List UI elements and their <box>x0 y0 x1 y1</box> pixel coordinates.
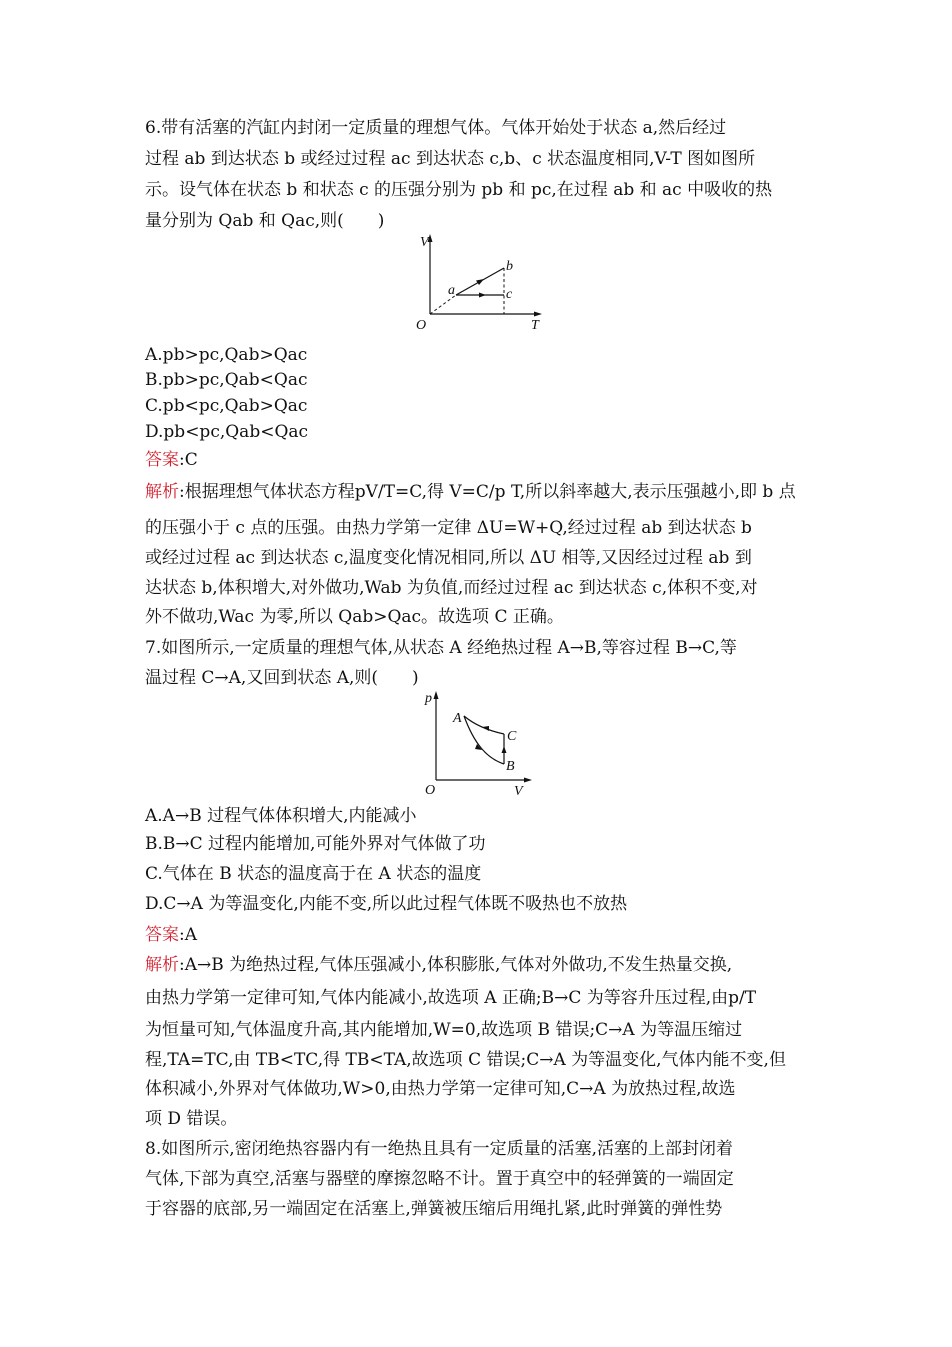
q6-answer-label: 答案 <box>145 450 179 470</box>
q7-line-1: 7.如图所示,一定质量的理想气体,从状态 A 经绝热过程 A→B,等容过程 B→C,等 <box>145 638 737 658</box>
q6-line-1: 6.带有活塞的汽缸内封闭一定质量的理想气体。气体开始处于状态 a,然后经过 <box>145 118 727 138</box>
q7-answer-value: :A <box>179 925 198 945</box>
q7-option-c: C.气体在 B 状态的温度高于在 A 状态的温度 <box>145 864 482 884</box>
q7-analysis-line-2: 由热力学第一定律可知,气体内能减小,故选项 A 正确;B→C 为等容升压过程,由p/T <box>145 988 757 1008</box>
q6-line-4: 量分别为 Qab 和 Qac,则( ) <box>145 211 385 231</box>
q6-point-c-label: c <box>506 287 513 302</box>
q7-point-c-label: C <box>507 729 517 744</box>
q7-origin-label: O <box>425 783 436 798</box>
q7-option-b: B.B→C 过程内能增加,可能外界对气体做了功 <box>145 834 486 854</box>
q7-line-2: 温过程 C→A,又回到状态 A,则( ) <box>145 668 419 688</box>
q7-axis-p-label: p <box>425 691 432 706</box>
q7-option-d: D.C→A 为等温变化,内能不变,所以此过程气体既不吸热也不放热 <box>145 894 628 914</box>
q6-analysis-text-1: :根据理想气体状态方程pV/T=C,得 V=C/p T,所以斜率越大,表示压强越小,即 b 点 <box>179 482 796 502</box>
q6-origin-label: O <box>416 318 427 333</box>
q6-vt-diagram <box>408 232 558 338</box>
q7-analysis-line-3: 为恒量可知,气体温度升高,其内能增加,W=0,故选项 B 错误;C→A 为等温压缩过 <box>145 1020 743 1040</box>
q7-analysis-label: 解析 <box>145 955 179 975</box>
q6-option-a: A.pb>pc,Qab>Qac <box>145 345 308 365</box>
q6-option-d: D.pb<pc,Qab<Qac <box>145 422 309 442</box>
q7-axis-v-label: V <box>514 784 523 799</box>
q7-analysis-line-6: 项 D 错误。 <box>145 1109 238 1129</box>
q7-analysis-line-5: 体积减小,外界对气体做功,W>0,由热力学第一定律可知,C→A 为放热过程,故选 <box>145 1079 736 1099</box>
q6-answer-value: :C <box>179 450 198 470</box>
q6-point-a-label: a <box>448 283 455 298</box>
q7-analysis-text-1: :A→B 为绝热过程,气体压强减小,体积膨胀,气体对外做功,不发生热量交换, <box>179 955 733 975</box>
q8-line-1: 8.如图所示,密闭绝热容器内有一绝热且具有一定质量的活塞,活塞的上部封闭着 <box>145 1139 734 1159</box>
q6-analysis-line-5: 外不做功,Wac 为零,所以 Qab>Qac。故选项 C 正确。 <box>145 607 564 627</box>
q6-analysis-label: 解析 <box>145 482 179 502</box>
q6-analysis-line-2: 的压强小于 c 点的压强。由热力学第一定律 ΔU=W+Q,经过过程 ab 到达状态 b <box>145 518 752 538</box>
q6-option-b: B.pb>pc,Qab<Qac <box>145 370 308 390</box>
q7-point-a-label: A <box>453 711 462 726</box>
q6-axis-t-label: T <box>531 318 539 333</box>
q6-point-b-label: b <box>506 259 513 274</box>
q6-axis-v-label: V <box>420 235 429 250</box>
q6-answer <box>145 450 198 470</box>
q6-line-3: 示。设气体在状态 b 和状态 c 的压强分别为 pb 和 pc,在过程 ab 和 ac 中吸收的热 <box>145 180 773 200</box>
q7-analysis-line-1 <box>145 955 732 975</box>
q7-answer <box>145 925 197 945</box>
q7-point-b-label: B <box>506 759 515 774</box>
q7-pv-diagram <box>420 688 540 804</box>
q6-analysis-line-1 <box>145 482 796 502</box>
q8-line-3: 于容器的底部,另一端固定在活塞上,弹簧被压缩后用绳扎紧,此时弹簧的弹性势 <box>145 1199 723 1219</box>
q6-analysis-line-4: 达状态 b,体积增大,对外做功,Wab 为负值,而经过过程 ac 到达状态 c,体积不变,对 <box>145 578 758 598</box>
q8-line-2: 气体,下部为真空,活塞与器壁的摩擦忽略不计。置于真空中的轻弹簧的一端固定 <box>145 1169 734 1189</box>
q7-option-a: A.A→B 过程气体体积增大,内能减小 <box>145 806 417 826</box>
q6-line-2: 过程 ab 到达状态 b 或经过过程 ac 到达状态 c,b、c 状态温度相同,V-T 图如图所 <box>145 149 756 169</box>
q7-analysis-line-4: 程,TA=TC,由 TB<TC,得 TB<TA,故选项 C 错误;C→A 为等温变化,气体内能不变,但 <box>145 1050 786 1070</box>
q6-option-c: C.pb<pc,Qab>Qac <box>145 396 308 416</box>
q7-answer-label: 答案 <box>145 925 179 945</box>
q6-analysis-line-3: 或经过过程 ac 到达状态 c,温度变化情况相同,所以 ΔU 相等,又因经过过程 ab 到 <box>145 548 752 568</box>
